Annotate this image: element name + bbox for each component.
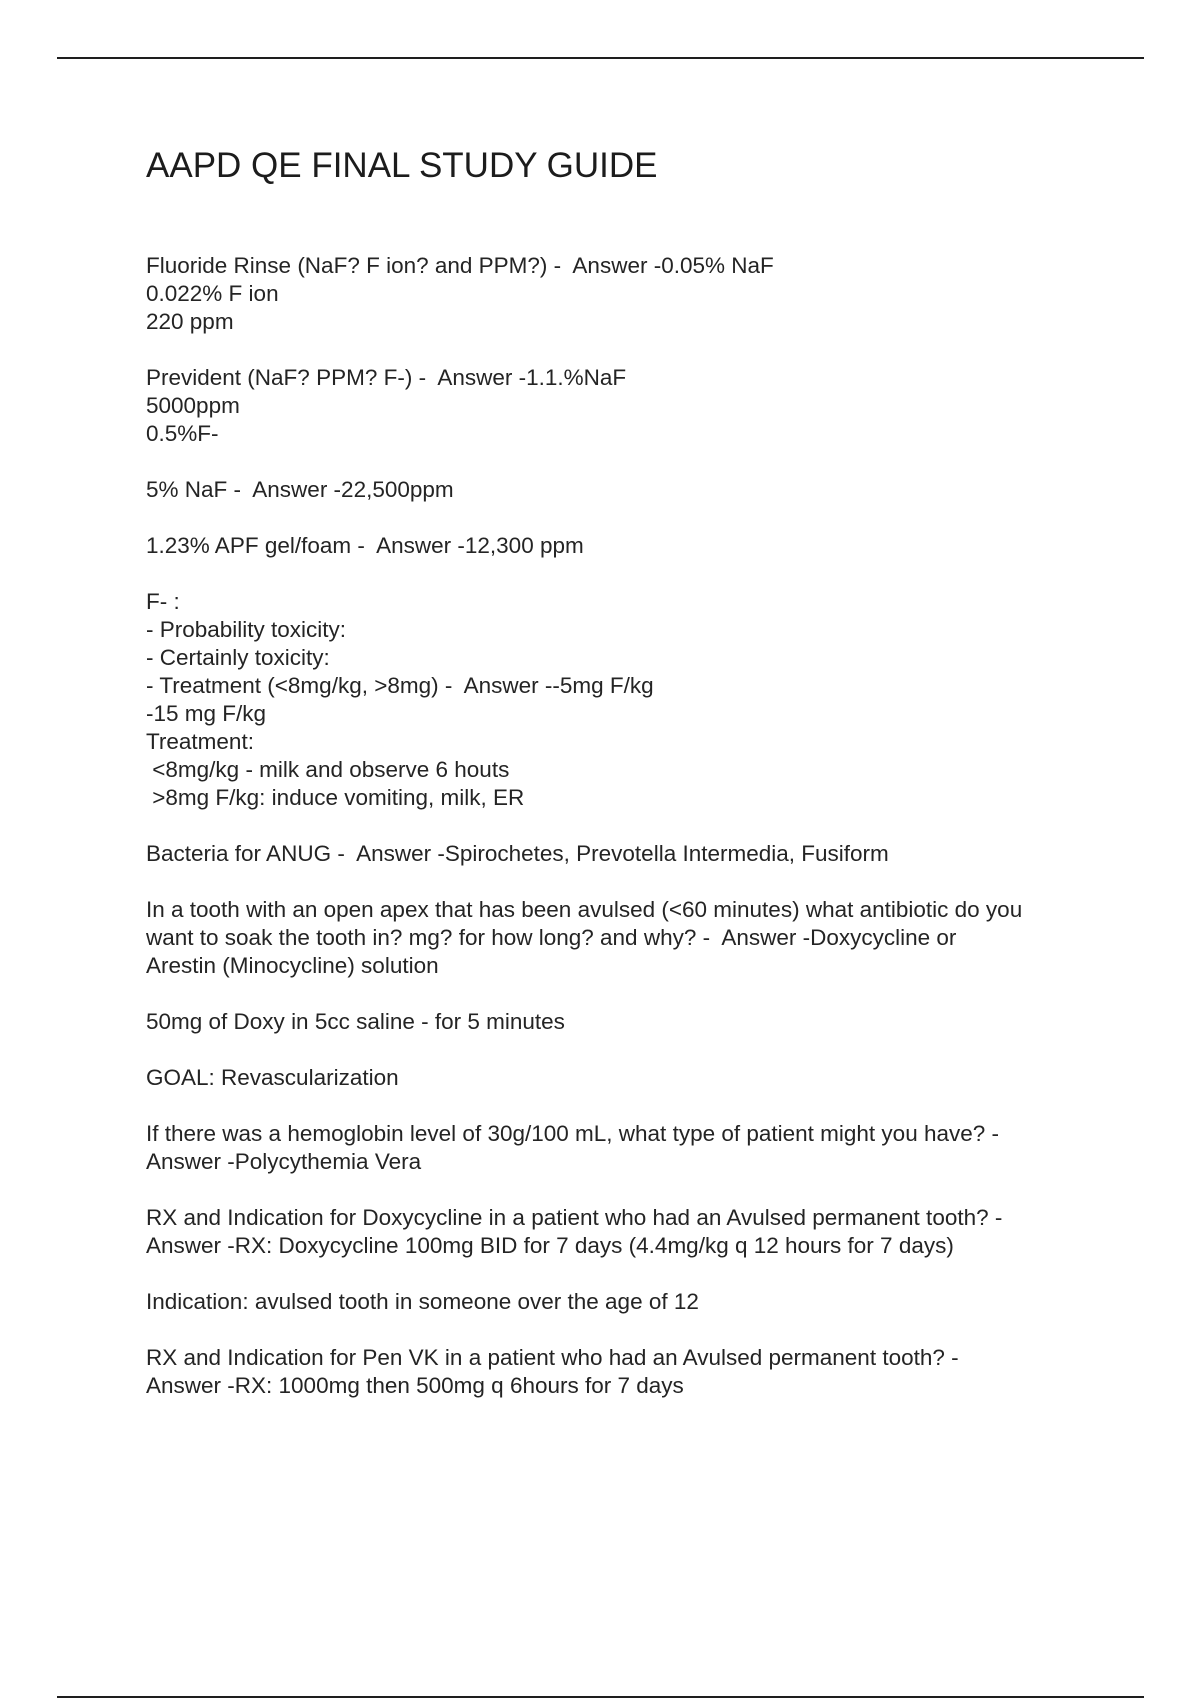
qa-entry-fluoride-rinse: Fluoride Rinse (NaF? F ion? and PPM?) - Answer -0.05% NaF 0.022% F ion 220 ppm [146, 253, 774, 334]
document-body [146, 140, 1106, 1428]
note-goal: GOAL: Revascularization [146, 1065, 399, 1090]
qa-entry-hemoglobin: If there was a hemoglobin level of 30g/100 mL, what type of patient might you have? - Answer -Polycythemia Vera [146, 1121, 1000, 1174]
qa-entry-doxycycline-rx: RX and Indication for Doxycycline in a patient who had an Avulsed permanent tooth? - Answer -RX: Doxycycline 100mg BID for 7 days (4.4mg/kg q 12 hours for 7 days) [146, 1205, 1003, 1258]
note-doxy-soak: 50mg of Doxy in 5cc saline - for 5 minutes [146, 1009, 565, 1034]
qa-entry-avulsed-open-apex: In a tooth with an open apex that has been avulsed (<60 minutes) what antibiotic do you want to soak the tooth in? mg? for how long? and why? - Answer -Doxycycline or Arestin (Minocycline) solution [146, 897, 1023, 978]
qa-entry-prevident: Prevident (NaF? PPM? F-) - Answer -1.1.%NaF 5000ppm 0.5%F- [146, 365, 627, 446]
bottom-divider [57, 1696, 1144, 1698]
document-title: AAPD QE FINAL STUDY GUIDE [146, 146, 658, 185]
note-indication: Indication: avulsed tooth in someone over the age of 12 [146, 1289, 699, 1314]
qa-entry-fluoride-toxicity: F- : - Probability toxicity: - Certainly toxicity: - Treatment (<8mg/kg, >8mg) - Answer --5mg F/kg -15 mg F/kg Treatment: <8mg/kg - milk and observe 6 houts >8mg F/kg: induce vomiting, milk, ER [146, 589, 654, 810]
qa-entry-pen-vk-rx: RX and Indication for Pen VK in a patient who had an Avulsed permanent tooth? - Answer -RX: 1000mg then 500mg q 6hours for 7 days [146, 1345, 959, 1398]
qa-entry-anug-bacteria: Bacteria for ANUG - Answer -Spirochetes, Prevotella Intermedia, Fusiform [146, 841, 889, 866]
top-divider [57, 57, 1144, 59]
qa-entry-apf-gel: 1.23% APF gel/foam - Answer -12,300 ppm [146, 533, 584, 558]
qa-entry-5-percent-naf: 5% NaF - Answer -22,500ppm [146, 477, 454, 502]
